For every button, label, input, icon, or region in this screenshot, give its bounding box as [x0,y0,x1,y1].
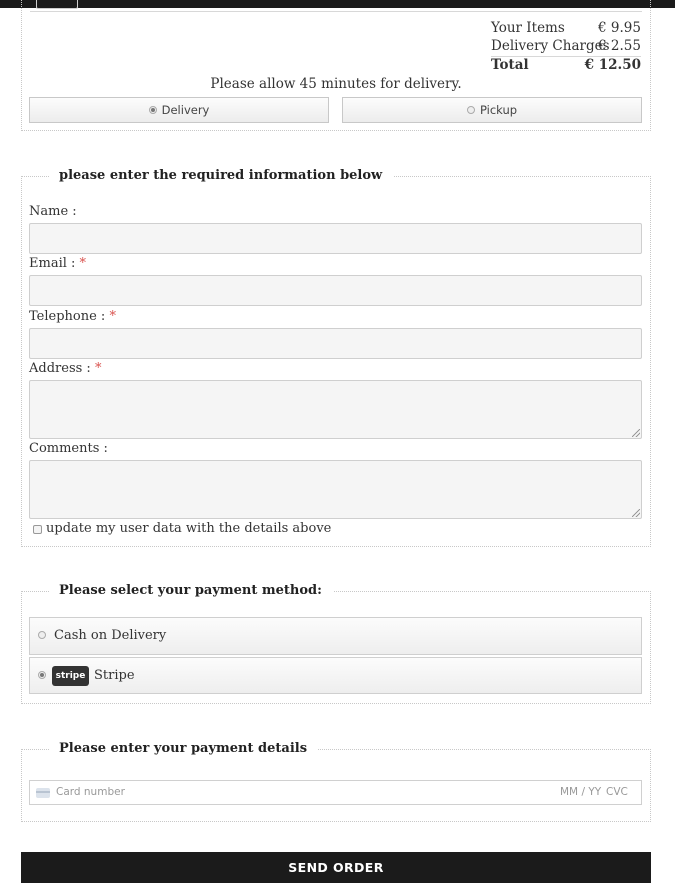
telephone-label: Telephone : * [29,309,116,324]
stripe-label: Stripe [94,668,135,683]
items-value: € 9.95 [598,20,641,36]
pickup-option-label: Pickup [479,103,518,117]
total-label: Total [491,57,529,73]
stripe-radio-icon[interactable] [38,671,46,679]
items-row [491,20,641,38]
delivery-charges-label: Delivery Charges [491,37,610,54]
telephone-input[interactable] [29,328,642,359]
update-user-data-checkbox[interactable] [33,525,42,534]
cash-on-delivery-option[interactable] [29,617,642,655]
card-number-field[interactable]: Card number [56,786,125,798]
totals-table [491,20,641,74]
stripe-option[interactable] [29,657,642,694]
expiry-field[interactable]: MM / YY [560,786,602,798]
delivery-charges-value: € 2.55 [598,37,641,54]
payment-details-legend: Please enter your payment details [50,741,318,756]
resize-grip-icon[interactable] [632,429,640,437]
required-mark: * [94,361,102,376]
order-summary-box [21,0,651,131]
comments-label: Comments : [29,441,108,456]
payment-method-legend: Please select your payment method: [50,583,333,598]
delivery-option-button[interactable] [29,97,329,123]
delivery-radio-icon[interactable] [149,106,157,114]
pickup-radio-icon[interactable] [467,106,475,114]
items-label: Your Items [491,20,565,36]
customer-info-fieldset [21,168,651,547]
resize-grip-icon[interactable] [632,509,640,517]
update-user-data-label: update my user data with the details above [46,521,332,536]
delivery-option-label: Delivery [161,103,210,117]
delivery-charges-row [491,38,641,56]
cvc-field[interactable]: CVC [606,786,628,798]
name-input[interactable] [29,223,642,254]
total-value: € 12.50 [584,57,641,73]
pickup-option-button[interactable] [342,97,642,123]
email-input[interactable] [29,275,642,306]
send-order-button[interactable]: SEND ORDER [21,852,651,883]
delivery-time-note: Please allow 45 minutes for delivery. [210,76,462,92]
stripe-logo-icon: stripe [52,666,89,686]
divider [30,11,642,12]
card-element[interactable] [29,780,642,805]
address-textarea[interactable] [29,380,642,439]
email-label: Email : * [29,256,87,271]
required-mark: * [109,309,116,324]
cash-radio-icon[interactable] [38,631,46,639]
required-mark: * [79,256,87,271]
address-label: Address : * [29,361,102,376]
name-label: Name : [29,204,77,219]
customer-info-legend: please enter the required information below [50,168,393,183]
credit-card-icon [36,788,50,798]
cash-on-delivery-label: Cash on Delivery [54,628,167,643]
quantity-control[interactable] [36,0,78,9]
payment-method-fieldset [21,583,651,704]
total-row [491,56,641,74]
comments-textarea[interactable] [29,460,642,519]
payment-details-fieldset [21,741,651,822]
